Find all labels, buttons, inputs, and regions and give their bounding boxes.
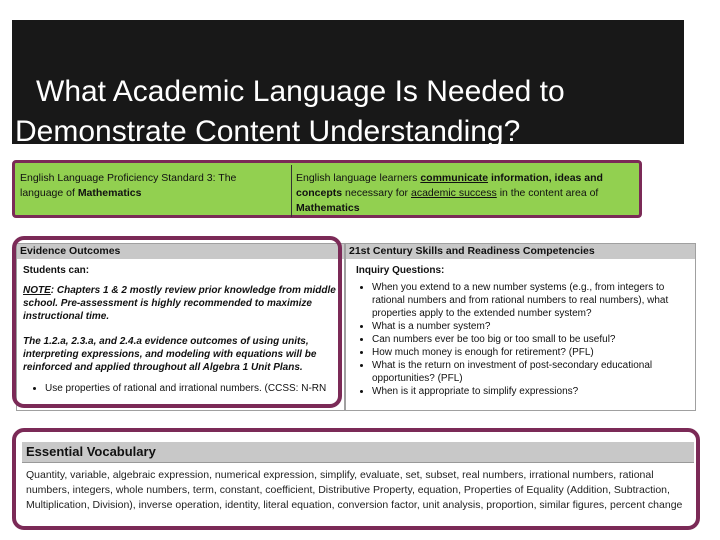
desc-communicate: communicate <box>420 172 489 184</box>
desc-text-2: necessary for <box>342 187 411 199</box>
standard-cell <box>20 171 282 201</box>
title-line-1: What Academic Language Is Needed to <box>36 75 565 108</box>
inquiry-title: Inquiry Questions: <box>356 265 445 276</box>
title-bar <box>12 20 684 148</box>
students-can-label: Students can: <box>23 265 90 276</box>
column-divider <box>344 244 346 410</box>
desc-academic-success: academic success <box>410 187 497 199</box>
inquiry-item: • When you extend to a new number systems (e.g., from integers to rational numbers and from rational numbers to real numbers), what properties apply to the extended number system? <box>372 281 690 320</box>
evidence-outcomes-header: Evidence Outcomes <box>17 244 344 259</box>
inquiry-item: • What is the return on investment of post-secondary educational opportunities? (PFL) <box>372 359 690 385</box>
standard-text: English Language Proficiency Standard 3: The language of <box>20 172 237 199</box>
desc-info: information, ideas and concepts <box>296 172 603 199</box>
vocabulary-highlight <box>12 428 700 530</box>
inquiry-item: • When is it appropriate to simplify expressions? <box>372 385 690 398</box>
skills-header: 21st Century Skills and Readiness Competencies <box>346 244 695 259</box>
vocabulary-text: Quantity, variable, algebraic expression, numerical expression, simplify, evaluate, set, subset, real numbers, irrational numbers, rational numbers, integers, whole numbers, term, constant, coefficient, Distributive Property, equation, Properties of Equality (Addition, Subtraction, Multiplication, Division), inverse operation, identity, literal equation, conversion factor, unit analysis, proportion, similar figures, percent change <box>26 469 683 511</box>
standard-box <box>12 160 642 218</box>
desc-subject: Mathematics <box>296 202 360 214</box>
standard-subject: Mathematics <box>77 187 142 199</box>
evidence-outcomes-highlight <box>12 236 342 408</box>
outcome-item: • Use properties of rational and irrational numbers. (CCSS: N-RN <box>45 382 341 395</box>
vocabulary-header: Essential Vocabulary <box>22 442 694 463</box>
desc-text-3: in the content area of <box>496 187 599 199</box>
note-text: : Chapters 1 & 2 mostly review prior knowledge from middle school. Pre-assessment is highly recommended to maximize instructional time. <box>23 285 336 322</box>
title-line-2: Demonstrate Content Understanding? <box>15 115 521 148</box>
desc-text-1: English language learners <box>296 172 421 184</box>
inquiry-list <box>350 281 690 398</box>
inquiry-item: • Can numbers ever be too big or too small to be useful? <box>372 333 690 346</box>
inquiry-item: • What is a number system? <box>372 320 690 333</box>
note-label: NOTE <box>23 285 51 296</box>
standard-description <box>296 171 641 216</box>
outcomes-note: The 1.2.a, 2.3.a, and 2.4.a evidence outcomes of using units, interpreting expressions, and modeling with equations will be reinforced and applied throughout all Algebra 1 Unit Plans. <box>23 336 317 373</box>
standard-divider <box>291 165 292 217</box>
slide-title <box>12 72 684 152</box>
inquiry-item: • How much money is enough for retirement? (PFL) <box>372 346 690 359</box>
skills-content <box>350 264 690 398</box>
